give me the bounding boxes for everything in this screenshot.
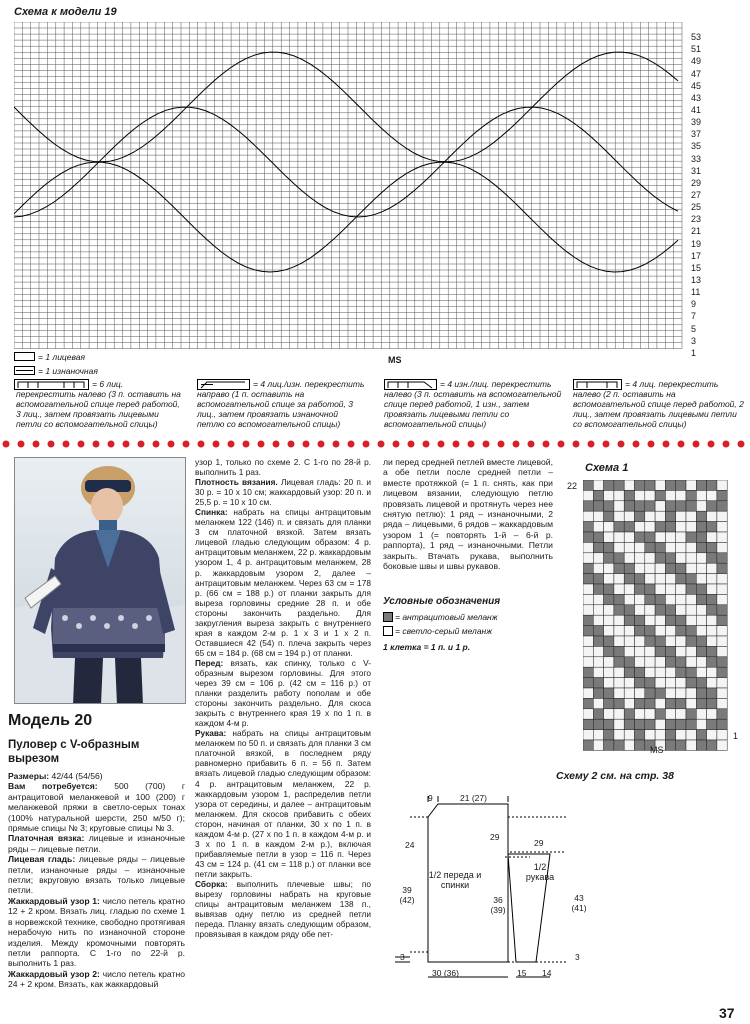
paragraph: Плотность вязания. Лицевая гладь: 20 п. и 30 р. = 10 х 10 см; жаккардовый узор: 20 п. и 25,5 р. = 10 х 10 см. [195, 477, 371, 508]
chart-row-number: 21 [691, 226, 702, 237]
chart-row-number: 29 [691, 177, 702, 188]
chart-row-number: 49 [691, 56, 702, 67]
legend-cell: 1 клетка = 1 п. и 1 р. [383, 642, 471, 652]
knit-symbol-icon [14, 352, 36, 362]
chart-title: Схема к модели 19 [14, 6, 117, 18]
chart-row-number: 19 [691, 238, 702, 249]
red-dot-divider [0, 439, 750, 449]
paragraph: Платочная вязка: лицевые и изнаночные ряды – лицевые петли. [8, 833, 185, 854]
chart-row-number: 45 [691, 80, 702, 91]
legend-cable-6: = 6 лиц. перекрестить налево (3 п. оставить на вспомогательной спице перед работой, 3 лиц., затем провязать лицевыми петли со вспомогательной спицы) [16, 379, 181, 429]
legend-cable-4-knit: = 4 лиц. перекрестить налево (2 п. оставить на вспомогательной спице перед работой, 2 лиц., затем провязать лицевыми петли со вспомогательной спицы) [573, 379, 744, 429]
legend-dark: = антрацитовый меланж [395, 612, 498, 622]
paragraph: Лицевая гладь: лицевые ряды – лицевые петли, изнаночные ряды – изнаночные петли; вкруговую вязать только лицевые петли. [8, 854, 185, 896]
chart-row-number: 1 [691, 347, 697, 358]
dim-3b: 3 [575, 952, 580, 962]
chart-row-number: 17 [691, 250, 702, 261]
body-piece-label: 1/2 переда и спинки [428, 870, 482, 890]
legend-cable-4-left: = 4 изн./лиц. перекрестить налево (3 п. оставить на вспомогательной спице перед работой, 1 изн., затем провязать лицевыми петли со вспомогательной спицы) [384, 379, 562, 429]
dim-29b: 29 [534, 838, 544, 848]
dim-29a: 29 [490, 832, 500, 842]
light-swatch [383, 626, 393, 636]
garment-pattern-diagram [390, 792, 620, 992]
chart-row-number: 27 [691, 190, 702, 200]
chart-row-number: 15 [691, 262, 702, 273]
dim-24: 24 [405, 840, 415, 850]
legend-purl: = 1 изнаночная [38, 366, 98, 376]
model-subtitle: Пуловер с V-образным вырезом [8, 739, 140, 765]
dim-9: 9 [428, 793, 433, 803]
dim-36: 36 (39) [490, 895, 506, 915]
model-title: Модель 20 [8, 712, 93, 729]
page-number: 37 [719, 1005, 735, 1021]
paragraph: Спинка: набрать на спицы антрацитовым меланжем 122 (146) п. и связать для планки 3 см платочной вязкой. Затем вязать лицевой гладью следующим образом: 4 р. антрацитовым меланжем, 22 р. жаккардовым узором 1, 4 р. антрацитовым меланжем, 28 р. жаккардовым узором 2, далее – антрацитовым меланжем. Через 63 см = 178 р. (66 см = 188 р.) от планки закрыть для выреза горловины средние 28 п. и обе стороны закончить раздельно. Для закругления выреза закрыть с внутреннего края в каждом 2-м р. 1 х 3 и 1 х 2 п. Оставшиеся 42 (54) п. плеча закрыть через 65 см = 184 р. (68 см = 194 р.) от планки. [195, 507, 371, 658]
dim-43: 43 (41) [571, 893, 587, 913]
schema-1-row-bottom: 1 [733, 731, 739, 741]
instructions-column-3 [383, 457, 553, 571]
dim-30: 30 (36) [432, 968, 459, 978]
instructions-column-2 [195, 457, 371, 939]
dim-15: 15 [517, 968, 527, 978]
chart-row-number: 25 [691, 202, 702, 213]
purl-symbol-icon [14, 366, 36, 376]
paragraph: узор 1, только по схеме 2. С 1-го по 28-й р. выполнить 1 раз. [195, 457, 371, 478]
chart-row-number: 41 [691, 104, 702, 115]
chart-row-number: 39 [691, 117, 702, 127]
chart-row-number: 51 [691, 44, 702, 55]
sleeve-piece-label: 1/2 рукава [525, 862, 555, 882]
chart-row-number: 23 [691, 214, 702, 225]
schema-1-jacquard-chart [583, 480, 731, 765]
chart-row-number: 31 [691, 165, 702, 176]
legend-light: = светло-серый меланж [395, 626, 493, 636]
legend-title: Условные обозначения [383, 596, 501, 607]
chart-row-number: 13 [691, 275, 702, 285]
schema-1-title: Схема 1 [585, 462, 629, 474]
model-photo [14, 457, 186, 704]
legend-cable-4-right: = 4 лиц./изн. перекрестить направо (1 п. оставить на вспомогательной спице за работой, 3 лиц., затем провязать изнаночной петлю со вспомогательной спицы) [197, 379, 365, 429]
schema-2-note: Схему 2 см. на стр. 38 [556, 770, 674, 782]
chart-row-number: 9 [691, 299, 697, 310]
dim-14: 14 [542, 968, 552, 978]
schema-1-row-top: 22 [567, 481, 578, 491]
paragraph: Размеры: 42/44 (54/56) [8, 771, 103, 781]
paragraph: Сборка: выполнить плечевые швы; по вырезу горловины набрать на круговые спицы антрацитовым меланжем 138 п., вывязав одну петлю из средней петли переда. Планку вязать следующим образом, провязывая в каждом ряду обе пет- [195, 878, 371, 940]
chart-row-number: 43 [691, 92, 702, 103]
paragraph: Жаккардовый узор 1: число петель кратно 12 + 2 кром. Вязать лиц. гладью по схеме 1 в норвежской технике, свободно протягивая нерабочую нить по изнаночной стороне изделия. Между кромочными повторять петли раппорта. С 1-го по 22-й р. выполнить 1 раз. [8, 895, 185, 969]
dim-21: 21 (27) [460, 793, 487, 803]
chart-row-number: 53 [691, 32, 702, 42]
paragraph: Перед: вязать, как спинку, только с V-образным вырезом горловины. Для этого через 39 см = 106 р. (42 см = 116 р.) от планки разделить работу пополам и обе стороны закончить раздельно. Для скоса закрыть с внутреннего края 19 х по 1 п. в каждом 4-м р. [195, 657, 371, 729]
chart-row-number: 7 [691, 311, 697, 322]
dim-3a: 3 [400, 952, 405, 962]
paragraph: Рукава: набрать на спицы антрацитовым меланжем по 50 п. и связать для планки 3 см платочной вязкой, в последнем ряду равномерно прибавить 6 п. = 56 п. Затем вязать лицевой гладью следующим образом: 4 р. антрацитовым меланжем, 22 р. жаккардовым узором 1, распределив петли узора от середины, и далее – антрацитовым меланжем. Для скосов прибавить с обеих сторон, начиная от планки, 30 х по 1 п. в каждом 4-м р. (27 х по 1 п. в каждом 4-м р. и 3 х по 1 п. в каждом 2-м р.), включая прибавляемые петли в узор = 116 п. Через 43 см = 124 р. (41 см = 118 р.) от планки все петли закрыть. [195, 728, 371, 879]
chart-row-number: 5 [691, 323, 697, 334]
legend-knit: = 1 лицевая [38, 352, 86, 362]
paragraph: ли перед средней петлей вместе лицевой, а обе петли после средней петли – вместе протяжкой (= 1 п. снять, как при лицевом вязании, следующую петлю провязать лицевой и протянуть через нее снятую петлю): 1 ряд – изнаночными, 2 ряда – лицевыми, 6 рядов – жаккардовым узором 1 (= повторять 1-й – 6-й р. раппорта), 1 ряд – изнаночными. Петли закрыть. Втачать рукава, выполнить боковые швы и швы рукавов. [383, 457, 553, 572]
chart-row-number: 37 [691, 129, 702, 140]
dark-swatch [383, 612, 393, 622]
chart-row-number: 47 [691, 68, 702, 79]
chart-row-number: 3 [691, 335, 697, 346]
chart-row-number: 35 [691, 141, 702, 152]
paragraph: Жаккардовый узор 2: число петель кратно 24 + 2 кром. Вязать, как жаккардовый [8, 968, 185, 990]
schema-1-ms-label: MS [650, 745, 664, 755]
chart-row-number: 33 [691, 153, 702, 164]
skier-photo-illustration [15, 458, 186, 704]
paragraph: Вам потребуется: 500 (700) г антрацитовой меланжевой и 100 (200) г меланжевой пряжи в светло-серых тонах (100% натуральной шерсти, 250 м/50 г); прямые спицы № 3; круговые спицы № 3. [8, 781, 185, 834]
chart-ms-label: MS [388, 355, 402, 365]
chart-row-number: 11 [691, 287, 701, 298]
dim-39: 39 (42) [399, 885, 415, 905]
instructions-column-1 [8, 771, 185, 990]
